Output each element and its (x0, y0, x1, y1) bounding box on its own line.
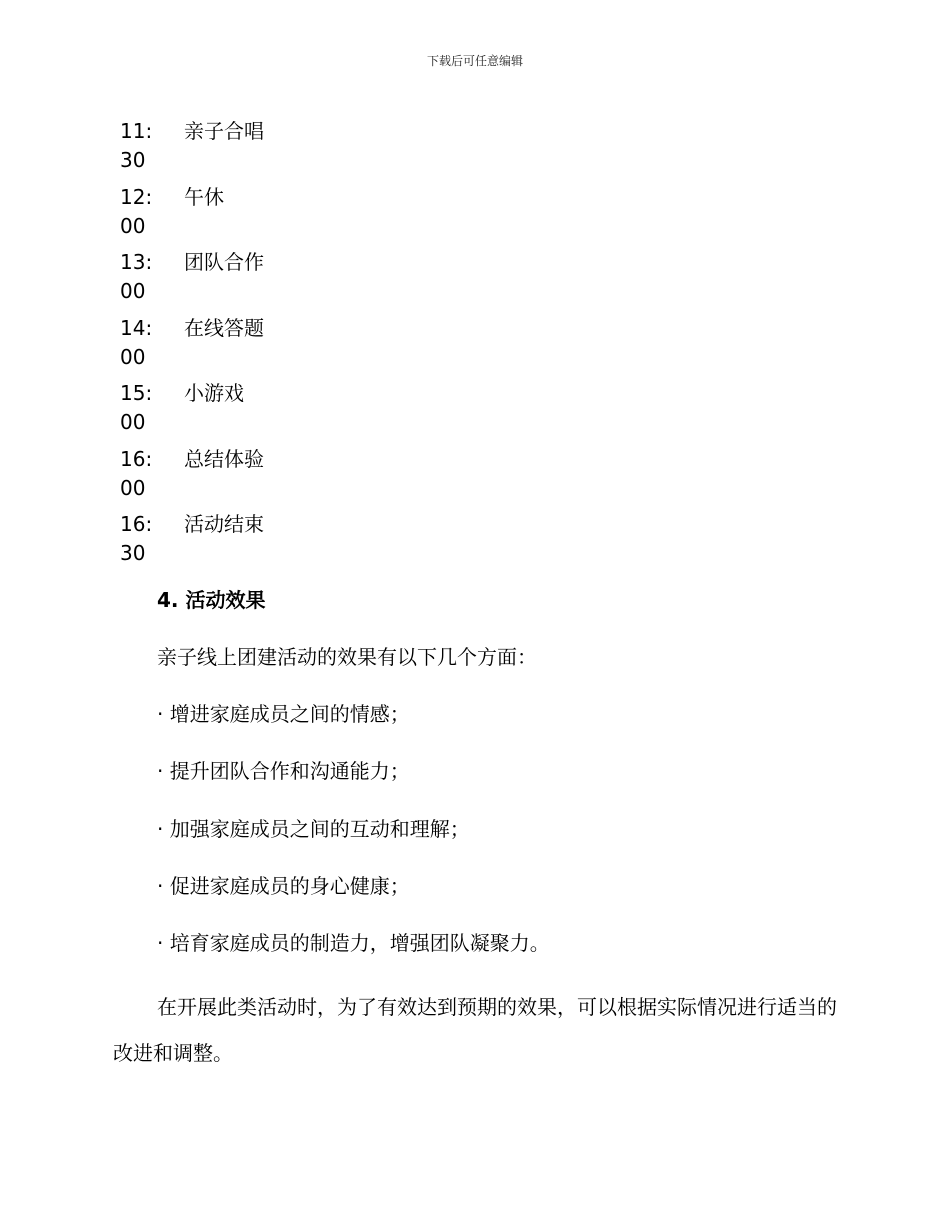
schedule-activity: 小游戏 (184, 381, 244, 405)
schedule-table (120, 117, 320, 576)
schedule-row (120, 510, 320, 576)
schedule-row (120, 314, 320, 380)
schedule-time: 14:00 (120, 315, 153, 369)
schedule-activity: 总结体验 (184, 446, 264, 471)
schedule-activity: 活动结束 (184, 512, 264, 536)
schedule-activity: 在线答题 (184, 315, 264, 340)
section-heading: 4. 活动效果 (157, 588, 266, 612)
bullet-item: · 提升团队合作和沟通能力； (157, 759, 410, 783)
closing-paragraph: 在开展此类活动时，为了有效达到预期的效果，可以根据实际情况进行适当的改进和调整。 (113, 995, 837, 1065)
section-intro: 亲子线上团建活动的效果有以下几个方面： (157, 645, 537, 669)
schedule-time: 13:00 (120, 250, 153, 303)
schedule-activity: 午休 (184, 184, 224, 209)
schedule-time: 16:00 (120, 446, 153, 500)
bullet-item: · 加强家庭成员之间的互动和理解； (157, 817, 470, 841)
schedule-row (120, 117, 320, 183)
schedule-row (120, 248, 320, 314)
schedule-activity: 团队合作 (184, 250, 264, 274)
schedule-row (120, 183, 320, 249)
schedule-time: 11:30 (120, 119, 153, 172)
bullet-item: · 促进家庭成员的身心健康； (157, 874, 410, 898)
bullet-item: · 增进家庭成员之间的情感； (157, 702, 410, 726)
schedule-row (120, 379, 320, 445)
schedule-time: 15:00 (120, 381, 153, 434)
schedule-time: 12:00 (120, 184, 153, 238)
schedule-activity: 亲子合唱 (184, 119, 264, 143)
page-header: 下载后可任意编辑 (426, 54, 523, 68)
bullet-item: · 培育家庭成员的制造力，增强团队凝聚力。 (157, 931, 550, 955)
schedule-time: 16:30 (120, 512, 153, 565)
schedule-row (120, 445, 320, 511)
